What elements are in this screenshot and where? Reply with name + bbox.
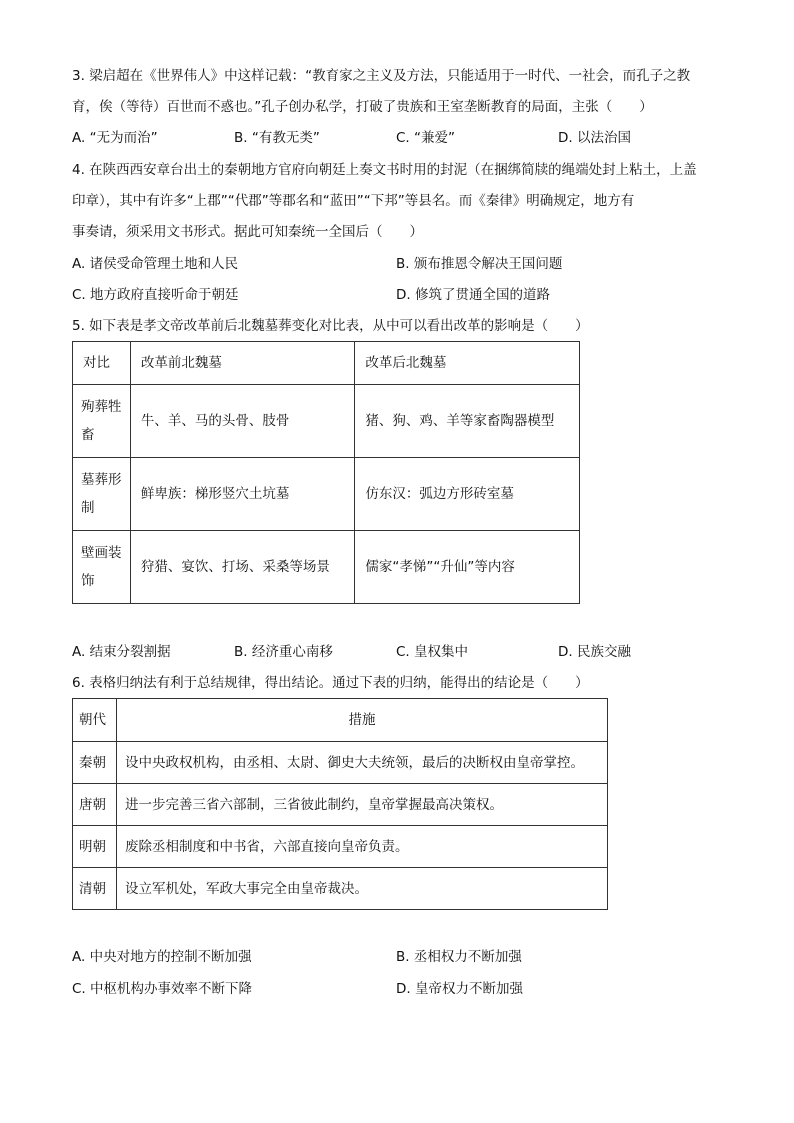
q5-stem: 5. 如下表是孝文帝改革前后北魏墓葬变化对比表，从中可以看出改革的影响是（ ） [72, 318, 589, 334]
table-cell: 狩猎、宴饮、打场、采桑等场景 [130, 531, 355, 604]
table-cell: 设立军机处，军政大事完全由皇帝裁决。 [116, 868, 607, 910]
q4-option-c: C. 地方政府直接听命于朝廷 [72, 287, 239, 303]
q4-option-a: A. 诸侯受命管理土地和人民 [72, 256, 239, 272]
q4-stem-line2: 印章），其中有许多“上郡”“代郡”等郡名和“蓝田”“下邦”等县名。而《秦律》明确规定，地方有 [72, 193, 635, 209]
table-row-label: 明朝 [73, 826, 117, 868]
table-row-label: 秦朝 [73, 742, 117, 784]
q5-option-b: B. 经济重心南移 [234, 644, 333, 660]
table-cell: 鲜卑族：梯形竖穴土坑墓 [130, 458, 355, 531]
table-row-label: 壁画装饰 [73, 531, 131, 604]
q3-stem-line2: 育，俟（等待）百世而不惑也。”孔子创办私学，打破了贵族和王室垄断教育的局面，主张（ ） [72, 99, 653, 115]
table-cell: 进一步完善三省六部制，三省彼此制约，皇帝掌握最高决策权。 [116, 784, 607, 826]
q5-comparison-table [72, 341, 580, 604]
table-cell: 设中央政权机构，由丞相、太尉、御史大夫统领，最后的决断权由皇帝掌控。 [116, 742, 607, 784]
table-row [73, 385, 580, 458]
table-header-cell: 对比 [73, 342, 131, 385]
table-header-cell: 措施 [116, 699, 607, 742]
table-header-row [73, 699, 608, 742]
q4-stem-line3: 事奏请，须采用文书形式。据此可知秦统一全国后（ ） [72, 224, 423, 240]
q6-option-d: D. 皇帝权力不断加强 [396, 981, 523, 997]
table-header-row [73, 342, 580, 385]
table-row-label: 清朝 [73, 868, 117, 910]
q3-option-c: C. “兼爱” [396, 130, 455, 146]
table-header-cell: 朝代 [73, 699, 117, 742]
table-cell: 猪、狗、鸡、羊等家畜陶器模型 [355, 385, 580, 458]
table-row-label: 殉葬牲畜 [73, 385, 131, 458]
table-header-cell: 改革前北魏墓 [130, 342, 355, 385]
table-header-cell: 改革后北魏墓 [355, 342, 580, 385]
q4-option-b: B. 颁布推恩令解决王国问题 [396, 256, 563, 272]
table-row [73, 458, 580, 531]
table-row [73, 868, 608, 910]
q3-stem-line1: 3. 梁启超在《世界伟人》中这样记载：“教育家之主义及方法，只能适用于一时代、一社会，而孔子之教 [72, 68, 691, 84]
q3-option-b: B. “有教无类” [234, 130, 320, 146]
table-row [73, 531, 580, 604]
q6-option-b: B. 丞相权力不断加强 [396, 949, 522, 965]
table-cell: 儒家“孝悌”“升仙”等内容 [355, 531, 580, 604]
q5-option-d: D. 民族交融 [558, 644, 631, 660]
q4-option-d: D. 修筑了贯通全国的道路 [396, 287, 550, 303]
q6-summary-table [72, 698, 608, 910]
q6-option-c: C. 中枢机构办事效率不断下降 [72, 981, 253, 997]
table-cell: 牛、羊、马的头骨、肢骨 [130, 385, 355, 458]
q5-option-a: A. 结束分裂割据 [72, 644, 171, 660]
q4-stem-line1: 4. 在陕西西安章台出土的秦朝地方官府向朝廷上奏文书时用的封泥（在捆绑简牍的绳端处封上粘土，上盖 [72, 162, 697, 178]
table-row-label: 唐朝 [73, 784, 117, 826]
table-row [73, 784, 608, 826]
q6-option-a: A. 中央对地方的控制不断加强 [72, 949, 252, 965]
table-cell: 废除丞相制度和中书省，六部直接向皇帝负责。 [116, 826, 607, 868]
q5-option-c: C. 皇权集中 [396, 644, 469, 660]
table-row [73, 742, 608, 784]
table-cell: 仿东汉：弧边方形砖室墓 [355, 458, 580, 531]
q6-stem: 6. 表格归纳法有利于总结规律，得出结论。通过下表的归纳，能得出的结论是（ ） [72, 675, 589, 691]
q3-option-d: D. 以法治国 [558, 130, 631, 146]
table-row [73, 826, 608, 868]
q3-option-a: A. “无为而治” [72, 130, 158, 146]
table-row-label: 墓葬形制 [73, 458, 131, 531]
